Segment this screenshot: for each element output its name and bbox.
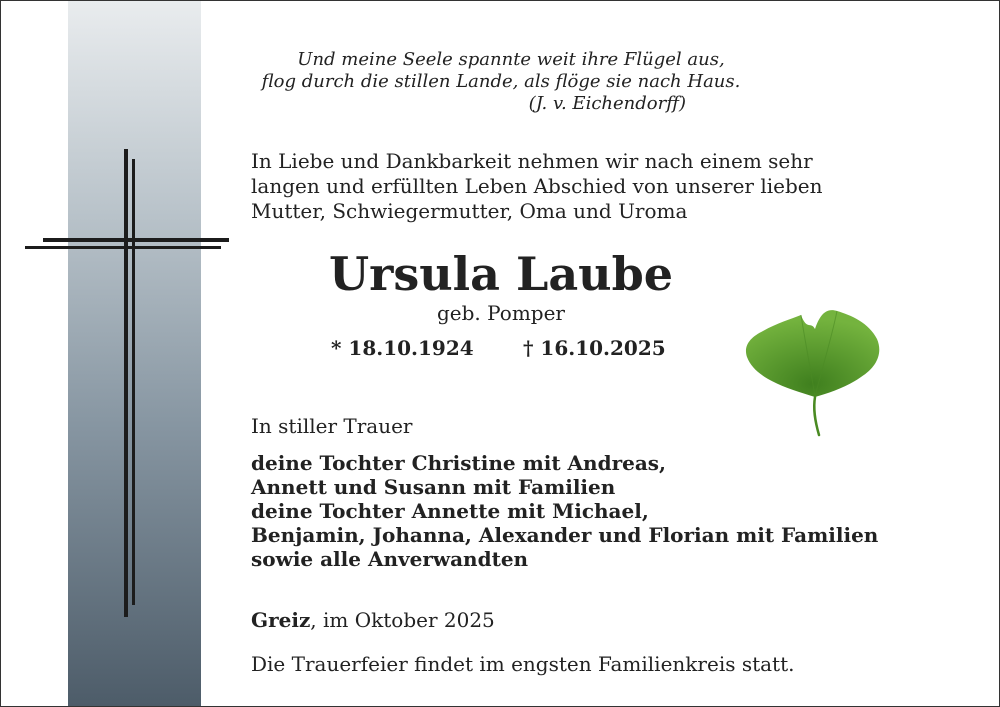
quote: [241, 49, 761, 115]
quote-author: (J. v. Eichendorff): [528, 93, 686, 114]
intro-text: [251, 149, 891, 224]
place-date-text: , im Oktober 2025: [310, 608, 495, 632]
birth-date: * 18.10.1924: [331, 336, 474, 360]
funeral-note: Die Trauerfeier findet im engsten Familienkreis statt.: [251, 652, 795, 676]
intro-line: In Liebe und Dankbarkeit nehmen wir nach einem sehr: [251, 149, 813, 173]
deceased-name: Ursula Laube: [328, 247, 673, 301]
quote-line-2: flog durch die stillen Lande, als flöge sie nach Haus.: [261, 71, 741, 92]
place-date: [251, 607, 495, 633]
ginkgo-leaf-icon: [741, 301, 889, 437]
family-line: Benjamin, Johanna, Alexander und Florian mit Familien: [251, 523, 879, 547]
family-line: deine Tochter Christine mit Andreas,: [251, 451, 667, 475]
intro-line: langen und erfüllten Leben Abschied von unserer lieben: [251, 174, 823, 198]
family-list: [251, 451, 951, 571]
family-line: Annett und Susann mit Familien: [251, 475, 616, 499]
quote-line-1: Und meine Seele spannte weit ihre Flügel aus,: [297, 49, 725, 70]
death-date: † 16.10.2025: [523, 336, 666, 360]
family-line: deine Tochter Annette mit Michael,: [251, 499, 649, 523]
mourning-intro: In stiller Trauer: [251, 414, 413, 438]
place-city: Greiz: [251, 608, 311, 632]
family-line: sowie alle Anverwandten: [251, 547, 529, 571]
cross-icon: [21, 141, 236, 621]
maiden-name: geb. Pomper: [436, 301, 565, 325]
intro-line: Mutter, Schwiegermutter, Oma und Uroma: [251, 199, 688, 223]
